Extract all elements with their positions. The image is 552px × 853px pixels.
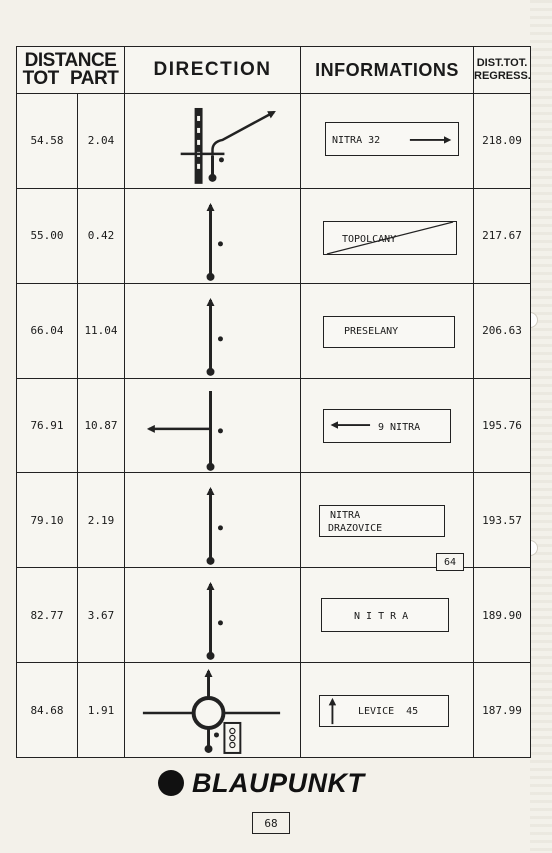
brand-dot-icon [158,770,184,796]
direction-diagram [125,473,301,568]
route-start-icon [207,273,215,281]
roadbook-row [17,188,531,283]
distance-regress: 206.63 [474,283,531,378]
sign-text: NITRA [330,510,361,522]
inset-page-number: 64 [436,553,464,571]
road-sign [323,316,455,348]
part-label: PART [70,68,119,89]
position-dot-icon [218,336,223,341]
road-sign [323,221,457,255]
spiral-binding [530,0,552,853]
informations-header: INFORMATIONS [301,47,474,94]
distance-regress: 218.09 [474,94,531,189]
information-cell [301,378,474,473]
traffic-light-icon [224,723,240,753]
distance-partial: 11.04 [78,283,125,378]
roundabout-icon [194,698,224,728]
roadbook-table [16,46,531,758]
roadbook-row [17,378,531,473]
information-cell [301,94,474,189]
information-cell [301,188,474,283]
distance-total: 84.68 [17,663,78,758]
direction-svg [125,568,300,662]
distance-header [17,47,125,94]
sign-text: TOPOLCANY [342,233,397,245]
route-start-icon [207,652,215,660]
distance-regress: 189.90 [474,568,531,663]
regress-header [474,47,531,94]
route-start-icon [207,557,215,565]
tot-label: TOT [22,68,59,89]
position-dot-icon [214,733,219,738]
roadbook-row [17,568,531,663]
distance-partial: 2.19 [78,473,125,568]
distance-partial: 10.87 [78,378,125,473]
route-arrow-icon [213,112,275,156]
position-dot-icon [218,241,223,246]
direction-svg [125,379,300,473]
distance-total: 76.91 [17,378,78,473]
road-sign [321,598,449,632]
roadbook-row [17,283,531,378]
direction-svg [125,189,300,283]
direction-header: DIRECTION [125,47,301,94]
position-dot-icon [218,526,223,531]
brand-name: BLAUPUNKT [192,767,365,798]
distance-regress: 217.67 [474,188,531,283]
distance-regress: 195.76 [474,378,531,473]
roadbook-row [17,663,531,758]
page-number: 68 [252,812,290,834]
sign-text: 9 NITRA [378,421,421,433]
route-start-icon [205,745,213,753]
regress-header-line2: REGRESS. [474,70,531,82]
railway-crossing-icon [195,108,203,184]
sign-text: DRAZOVICE [328,523,383,535]
distance-partial: 1.91 [78,663,125,758]
information-cell [301,568,474,663]
distance-total: 82.77 [17,568,78,663]
direction-diagram [125,378,301,473]
road-sign [323,409,451,443]
distance-total: 66.04 [17,283,78,378]
sign-text: NITRA 32 [332,135,381,146]
route-start-icon [207,462,215,470]
route-start-icon [209,174,217,182]
header-row [17,47,531,94]
distance-regress: 193.57 [474,473,531,568]
direction-svg [125,473,300,567]
brand-logo [158,768,365,798]
sign-text: LEVICE 45 [358,706,419,718]
direction-diagram [125,283,301,378]
distance-total: 79.10 [17,473,78,568]
position-dot-icon [218,621,223,626]
regress-header-line1: DIST.TOT. [476,57,528,69]
position-dot-icon [218,428,223,433]
distance-partial: 3.67 [78,568,125,663]
distance-label: DISTANCE [24,50,117,71]
road-sign [319,505,445,537]
direction-svg [125,94,300,188]
sign-text: PRESELANY [344,325,399,337]
direction-diagram [125,663,301,758]
distance-total: 55.00 [17,188,78,283]
information-cell [301,663,474,758]
direction-diagram [125,94,301,189]
position-dot-icon [219,157,224,162]
route-start-icon [207,368,215,376]
roadbook-row [17,94,531,189]
direction-diagram [125,188,301,283]
direction-diagram [125,568,301,663]
direction-svg [125,284,300,378]
sign-text: N I T R A [354,611,409,623]
distance-regress: 187.99 [474,663,531,758]
road-sign [325,122,459,156]
information-cell [301,283,474,378]
distance-partial: 0.42 [78,188,125,283]
distance-partial: 2.04 [78,94,125,189]
distance-total: 54.58 [17,94,78,189]
road-sign [319,695,449,727]
direction-svg [125,663,300,757]
